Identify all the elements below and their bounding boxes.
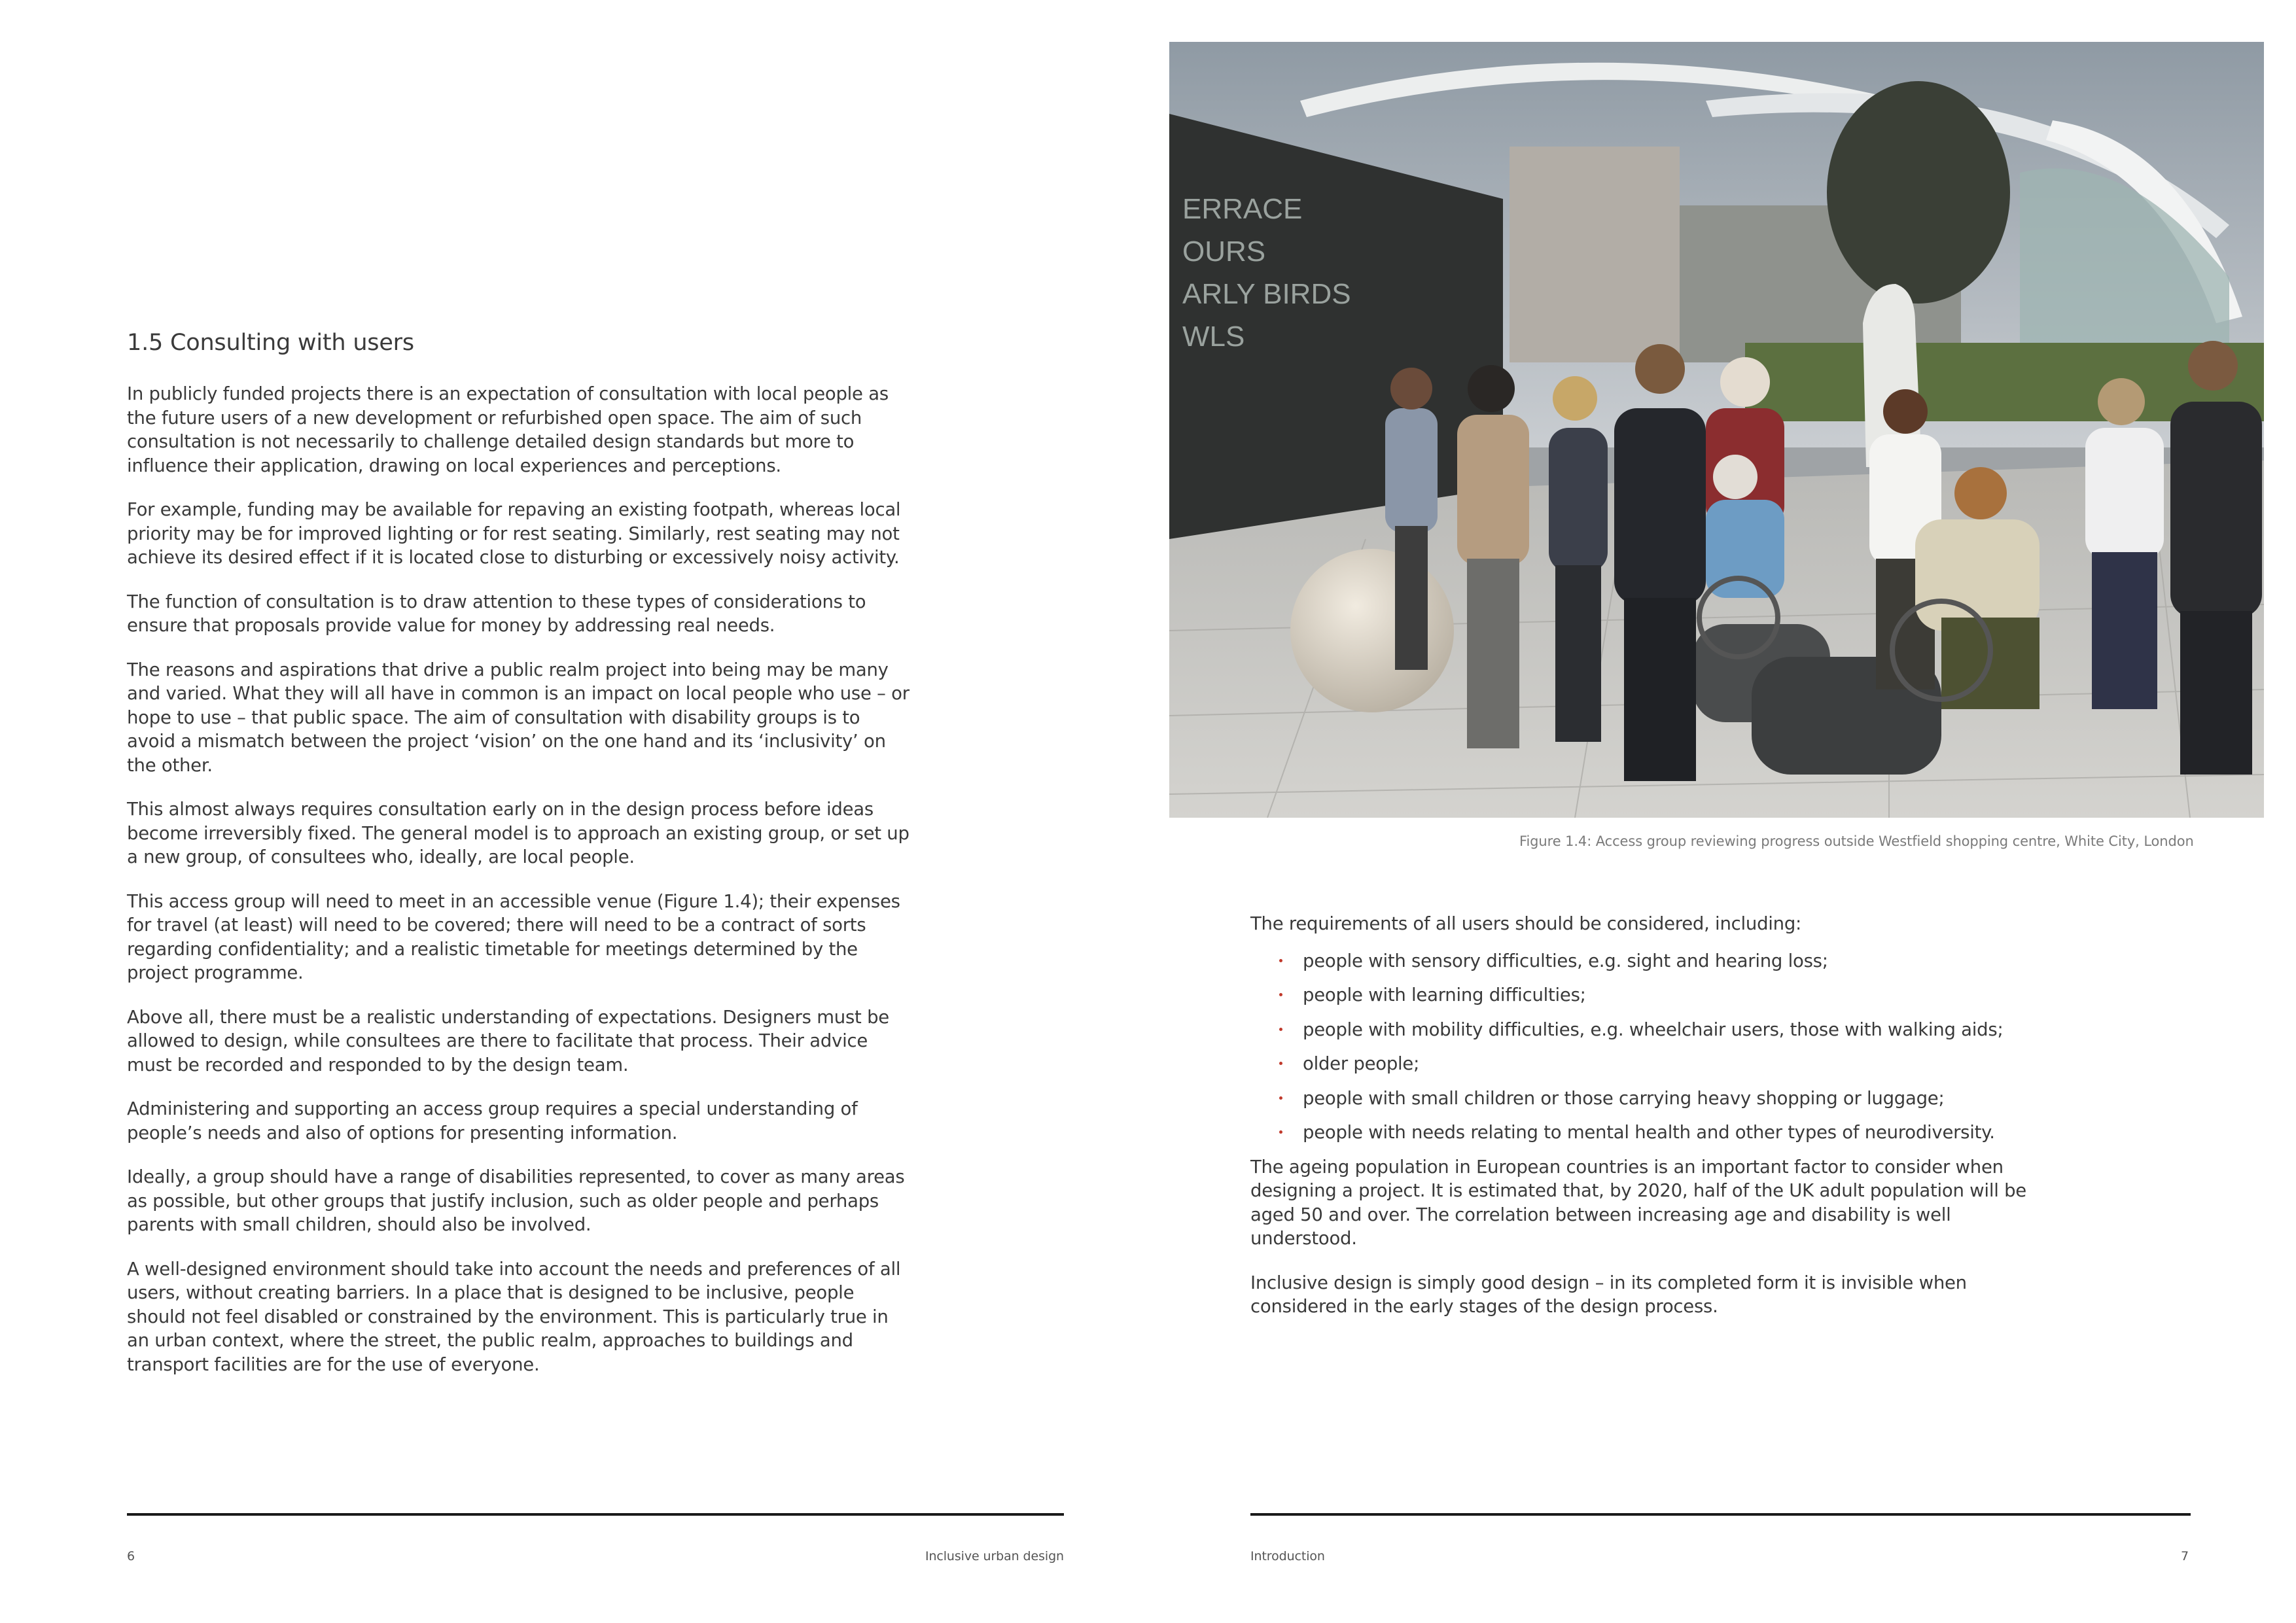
wall-sign-text: ARLY BIRDS (1182, 278, 1351, 310)
page-number: 7 (2181, 1549, 2189, 1563)
wall-sign-text: OURS (1182, 236, 1266, 268)
list-item: people with small children or those carrying heavy shopping or luggage; (1250, 1087, 2062, 1111)
paragraph: Above all, there must be a realistic understanding of expectations. Designers must be allowed to design, while consultees are there to facilitate that process. Their advice must be recorded and responded to by the design team. (127, 1006, 889, 1075)
list-item: people with learning difficulties; (1250, 983, 2062, 1007)
paragraph: This almost always requires consultation early on in the design process before ideas become irreversibly fixed. The general model is to approach an existing group, or set up a new group, of consultees who, ideally, are local people. (127, 799, 910, 867)
left-body-text (127, 382, 912, 1397)
paragraph: For example, funding may be available for repaving an existing footpath, whereas local priority may be for improved lighting or for rest seating. Similarly, rest seating may not achieve its desired effect if it is located close to disturbing or excessively noisy activity. (127, 499, 901, 568)
bullet-dot (1279, 1062, 1282, 1065)
bullet-dot (1279, 993, 1282, 996)
list-item: people with mobility difficulties, e.g. wheelchair users, those with walking aids; (1250, 1018, 2062, 1042)
paragraph: In publicly funded projects there is an expectation of consultation with local people as the future users of a new development or refurbished open space. The aim of such consultation is not necessarily to challenge detailed design standards but more to influence their application, drawing on local experiences and perceptions. (127, 383, 889, 476)
stone-ball (1290, 549, 1454, 712)
building (1510, 147, 1680, 362)
right-body-text (1250, 912, 2062, 1339)
bullet-dot (1279, 959, 1282, 962)
figure-photo (1169, 42, 2264, 818)
figure-caption: Figure 1.4: Access group reviewing progress outside Westfield shopping centre, White City, London (1519, 833, 2194, 849)
paragraph: Ideally, a group should have a range of disabilities represented, to cover as many areas as possible, but other groups that justify inclusion, such as older people and perhaps parents with small children, should also be involved. (127, 1166, 905, 1235)
paragraph: The function of consultation is to draw attention to these types of considerations to ensure that proposals provide value for money by addressing real needs. (127, 591, 866, 636)
requirements-list (1250, 949, 2062, 1145)
paragraph: Administering and supporting an access group requires a special understanding of people’s needs and also of options for presenting information. (127, 1098, 858, 1143)
section-name: Introduction (1250, 1549, 1325, 1563)
bullet-dot (1279, 1028, 1282, 1031)
wall-sign-text: WLS (1182, 321, 1245, 353)
bullet-dot (1279, 1096, 1282, 1100)
wall-sign-text: ERRACE (1182, 193, 1303, 225)
tree (1827, 81, 2010, 304)
list-item: people with needs relating to mental health and other types of neurodiversity. (1250, 1121, 2062, 1145)
bullet-dot (1279, 1130, 1282, 1134)
list-item: people with sensory difficulties, e.g. sight and hearing loss; (1250, 949, 2062, 973)
bullet-intro: The requirements of all users should be considered, including: (1250, 913, 1802, 934)
access-group-photo (1169, 42, 2264, 818)
footer-rule (1250, 1513, 2191, 1516)
paragraph: The ageing population in European countries is an important factor to consider when designing a project. It is estimated that, by 2020, half of the UK adult population will be aged 50 and over. The correlation between increasing age and disability is well understood. (1250, 1156, 2026, 1249)
page-number: 6 (127, 1549, 135, 1563)
section-title: 1.5 Consulting with users (127, 330, 414, 356)
running-title: Inclusive urban design (925, 1549, 1064, 1563)
footer-rule (127, 1513, 1064, 1516)
list-item: older people; (1250, 1052, 2062, 1076)
paragraph: This access group will need to meet in an accessible venue (Figure 1.4); their expenses for travel (at least) will need to be covered; there will need to be a contract of sorts regarding confidentiality; and a realistic timetable for meetings determined by the project programme. (127, 890, 900, 983)
paragraph: Inclusive design is simply good design – in its completed form it is invisible when considered in the early stages of the design process. (1250, 1272, 1967, 1317)
paragraph: A well-designed environment should take into account the needs and preferences of all users, without creating barriers. In a place that is designed to be inclusive, people should not feel disabled or constrained by the environment. This is particularly true in an urban context, where the street, the public realm, approaches to buildings and transport facilities are for the use of everyone. (127, 1258, 901, 1375)
paragraph: The reasons and aspirations that drive a public realm project into being may be many and varied. What they will all have in common is an impact on local people who use – or hope to use – that public space. The aim of consultation with disability groups is to avoid a mismatch between the project ‘vision’ on the one hand and its ‘inclusivity’ on the other. (127, 659, 910, 776)
